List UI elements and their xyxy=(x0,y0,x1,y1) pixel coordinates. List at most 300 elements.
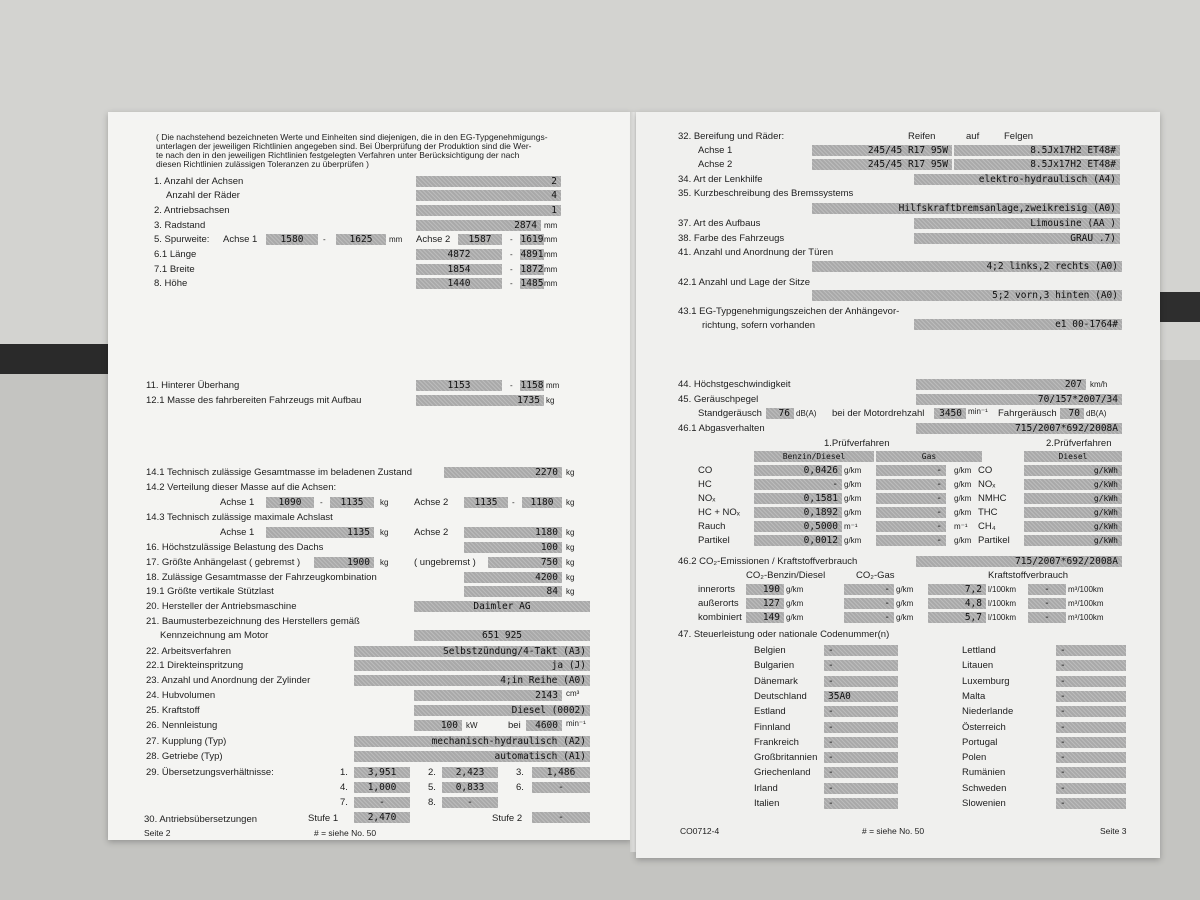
dash: - xyxy=(510,250,513,259)
m3-value: - xyxy=(1028,612,1066,623)
emission-unit: g/km xyxy=(844,494,862,503)
label-auf: auf xyxy=(966,131,980,142)
co2-benzin-diesel-value: 127 xyxy=(746,598,784,609)
label-getriebe: 28. Getriebe (Typ) xyxy=(146,751,223,762)
label-stuetzlast: 19.1 Größte vertikale Stützlast xyxy=(146,586,274,597)
country-name: Luxemburg xyxy=(962,675,1010,687)
field-anzahl-achsen: 2 xyxy=(416,176,561,187)
header-benzin-diesel: Benzin/Diesel xyxy=(754,451,874,462)
label-achslast-achse1: Achse 1 xyxy=(220,527,255,538)
label-anhaengevorrichtung-2: richtung, sofern vorhanden xyxy=(702,320,816,331)
gear-label: 2. xyxy=(428,767,436,778)
emission-unit: g/km xyxy=(844,508,862,517)
field-vert-a1-max: 1135 xyxy=(330,497,374,508)
country-code: - xyxy=(824,737,898,748)
header-co2-benzin-diesel: CO₂-Benzin/Diesel xyxy=(746,570,826,581)
label-verteilung-achse1: Achse 1 xyxy=(220,497,255,508)
label-steuerleistung: 47. Steuerleistung oder nationale Codenummer(n) xyxy=(678,629,890,640)
emission-value: 0,5000 xyxy=(754,521,842,532)
label-tueren: 41. Anzahl und Anordnung der Türen xyxy=(678,247,834,258)
unit-mm: mm xyxy=(546,381,560,390)
unit-mm: mm xyxy=(389,235,403,244)
field-achslast-a1: 1135 xyxy=(266,527,374,538)
field-anhaenge-zeichen: e1 00-1764# xyxy=(914,319,1122,330)
unit-mm: mm xyxy=(544,265,558,274)
country-code: - xyxy=(1056,660,1126,671)
label-achslast: 14.3 Technisch zulässige maximale Achslast xyxy=(146,512,333,523)
field-vert-a2-max: 1180 xyxy=(522,497,562,508)
label-spurweite: 5. Spurweite: xyxy=(154,234,210,245)
field-stufe1: 2,470 xyxy=(354,812,410,823)
emission-gas-unit: g/km xyxy=(954,466,972,475)
country-code: - xyxy=(1056,737,1126,748)
label-sitze: 42.1 Anzahl und Lage der Sitze xyxy=(678,277,811,288)
gear-label: 4. xyxy=(340,782,348,793)
country-code: - xyxy=(824,676,898,687)
label-anhaengevorrichtung: 43.1 EG-Typgenehmigungszeichen der Anhängevor- xyxy=(678,306,900,317)
field-reifen1: 245/45 R17 95W xyxy=(812,145,952,156)
field-felgen1: 8.5Jx17H2 ET48# xyxy=(954,145,1120,156)
field-hubvolumen: 2143 xyxy=(414,690,562,701)
emission-unit: m⁻¹ xyxy=(844,522,858,531)
dash: - xyxy=(510,381,513,390)
country-name: Polen xyxy=(962,752,987,764)
label-direkteinspritzung: 22.1 Direkteinspritzung xyxy=(146,660,244,671)
emission-unit-2: g/kWh xyxy=(1024,535,1122,546)
field-ueberhang-max: 1158 xyxy=(520,380,544,391)
emission-name-2: CH₄ xyxy=(978,521,996,532)
label-achse2: Achse 2 xyxy=(698,159,733,170)
country-code: - xyxy=(1056,767,1126,778)
emission-gas-value: - xyxy=(876,521,946,532)
label-spurweite-achse1: Achse 1 xyxy=(223,234,258,245)
country-code: - xyxy=(1056,722,1126,733)
gear-label: 6. xyxy=(516,782,524,793)
country-code: - xyxy=(1056,783,1126,794)
country-code: - xyxy=(824,798,898,809)
co2-gas-value: - xyxy=(844,612,894,623)
field-gesamtmasse: 2270 xyxy=(444,467,562,478)
emission-unit: g/km xyxy=(844,536,862,545)
unit-mm: mm xyxy=(544,235,558,244)
field-leistung-kw: 100 xyxy=(414,720,462,731)
label-achslast-achse2: Achse 2 xyxy=(414,527,449,538)
label-breite: 7.1 Breite xyxy=(154,264,195,275)
intro-line-1: ( Die nachstehend bezeichneten Werte und Einheiten sind diejenigen, die in den EG-Typgenehmigungs- xyxy=(156,132,548,142)
unit-mm: mm xyxy=(544,221,558,230)
emission-name: Partikel xyxy=(698,535,730,546)
footer-page-number: Seite 3 xyxy=(1100,826,1127,836)
emission-gas-value: - xyxy=(876,479,946,490)
unit-kg: kg xyxy=(566,468,575,477)
gear-label: 1. xyxy=(340,767,348,778)
label-nennleistung: 26. Nennleistung xyxy=(146,720,218,731)
label-standgeraeusch: Standgeräusch xyxy=(698,408,762,419)
unit-kg: kg xyxy=(566,498,575,507)
country-name: Niederlande xyxy=(962,706,1014,718)
field-co2-richtlinie: 715/2007*692/2008A xyxy=(916,556,1122,567)
country-name: Frankreich xyxy=(754,736,799,748)
footer-note: # = siehe No. 50 xyxy=(862,826,925,836)
gear-value: 1,486 xyxy=(532,767,590,778)
kraftstoff-value: 5,7 xyxy=(928,612,986,623)
co2-gas-unit: g/km xyxy=(896,613,914,622)
emission-unit-2: g/kWh xyxy=(1024,507,1122,518)
field-farbe: GRAU .7) xyxy=(914,233,1120,244)
label-hoehe: 8. Höhe xyxy=(154,278,188,289)
emission-name-2: NOₓ xyxy=(978,479,996,490)
label-aufbau: 37. Art des Aufbaus xyxy=(678,218,761,229)
emission-name: HC + NOₓ xyxy=(698,507,740,518)
emission-unit-2: g/kWh xyxy=(1024,465,1122,476)
co2-unit: g/km xyxy=(786,585,804,594)
kraftstoff-unit: l/100km xyxy=(988,599,1017,608)
label-co2-emissionen: 46.2 CO₂-Emissionen / Kraftstoffverbrauch xyxy=(678,556,858,567)
field-arbeitsverfahren: Selbstzündung/4-Takt (A3) xyxy=(354,646,590,657)
country-name: Schweden xyxy=(962,782,1007,794)
gear-value: 0,833 xyxy=(442,782,498,793)
emission-gas-value: - xyxy=(876,535,946,546)
co2-benzin-diesel-value: 149 xyxy=(746,612,784,623)
emission-unit-2: g/kWh xyxy=(1024,479,1122,490)
emission-value: 0,1892 xyxy=(754,507,842,518)
emission-unit: g/km xyxy=(844,466,862,475)
label-bereifung: 32. Bereifung und Räder: xyxy=(678,131,785,142)
field-vmax: 207 xyxy=(916,379,1086,390)
unit-kg: kg xyxy=(546,396,555,405)
unit-min1: min⁻¹ xyxy=(968,407,988,416)
field-vert-a2-min: 1135 xyxy=(464,497,508,508)
footer-note: # = siehe No. 50 xyxy=(314,828,377,838)
field-lenkhilfe: elektro-hydraulisch (A4) xyxy=(914,174,1120,185)
gear-value: 3,951 xyxy=(354,767,410,778)
emission-name-2: Partikel xyxy=(978,535,1010,546)
country-code: - xyxy=(1056,645,1126,656)
country-name: Finnland xyxy=(754,721,791,733)
dash: - xyxy=(510,279,513,288)
label-uebersetzung: 29. Übersetzungsverhältnisse: xyxy=(146,767,274,778)
co2-gas-value: - xyxy=(844,598,894,609)
label-gesamtmasse: 14.1 Technisch zulässige Gesamtmasse im beladenen Zustand xyxy=(146,467,412,478)
field-laenge-max: 4891 xyxy=(520,249,544,260)
emission-gas-value: - xyxy=(876,465,946,476)
country-name: Dänemark xyxy=(754,675,798,687)
label-felgen: Felgen xyxy=(1004,131,1034,142)
emission-gas-unit: g/km xyxy=(954,536,972,545)
label-laenge: 6.1 Länge xyxy=(154,249,197,260)
label-radstand: 3. Radstand xyxy=(154,220,206,231)
m3-unit: m³/100km xyxy=(1068,599,1104,608)
co2-row-name: innerorts xyxy=(698,584,735,595)
country-code: - xyxy=(824,645,898,656)
gear-value: - xyxy=(442,797,498,808)
dash: - xyxy=(510,235,513,244)
kraftstoff-value: 7,2 xyxy=(928,584,986,595)
unit-kw: kW xyxy=(466,721,478,730)
label-antriebsachsen: 2. Antriebsachsen xyxy=(154,205,230,216)
field-anhaenge-gebremst: 1900 xyxy=(314,557,374,568)
header-co2-gas: CO₂-Gas xyxy=(856,570,895,581)
label-anhaengelast: 17. Größte Anhängelast ( gebremst ) xyxy=(146,557,301,568)
emission-unit-2: g/kWh xyxy=(1024,521,1122,532)
label-motor-kennzeichnung: Kennzeichnung am Motor xyxy=(160,630,269,641)
label-pruefverfahren-2: 2.Prüfverfahren xyxy=(1046,438,1112,449)
field-abgas-richtlinie: 715/2007*692/2008A xyxy=(916,423,1122,434)
country-name: Slowenien xyxy=(962,798,1006,809)
gear-value: 1,000 xyxy=(354,782,410,793)
field-direkteinspritzung: ja (J) xyxy=(354,660,590,671)
field-kraftstoff: Diesel (0002) xyxy=(414,705,590,716)
field-breite-max: 1872 xyxy=(520,264,544,275)
unit-kmh: km/h xyxy=(1090,380,1108,389)
emission-name: CO xyxy=(698,465,713,476)
field-felgen2: 8.5Jx17H2 ET48# xyxy=(954,159,1120,170)
emission-unit: g/km xyxy=(844,480,862,489)
header-kraftstoffverbrauch: Kraftstoffverbrauch xyxy=(988,570,1069,581)
country-code: - xyxy=(824,767,898,778)
gear-label: 3. xyxy=(516,767,524,778)
label-abgasverhalten: 46.1 Abgasverhalten xyxy=(678,423,765,434)
country-code: - xyxy=(1056,676,1126,687)
co2-gas-unit: g/km xyxy=(896,599,914,608)
field-anhaenge-ungebremst: 750 xyxy=(488,557,562,568)
field-stand-db: 76 xyxy=(766,408,794,419)
field-stuetzlast: 84 xyxy=(464,586,562,597)
field-hersteller-motor: Daimler AG xyxy=(414,601,590,612)
emission-gas-value: - xyxy=(876,493,946,504)
table-rail-left xyxy=(0,344,120,374)
field-bremssystem: Hilfskraftbremsanlage,zweikreisig (A0) xyxy=(812,203,1120,214)
co2-gas-unit: g/km xyxy=(896,585,914,594)
country-code: - xyxy=(1056,798,1126,809)
label-zylinder: 23. Anzahl und Anordnung der Zylinder xyxy=(146,675,311,686)
field-geraeusch-richtlinie: 70/157*2007/34 xyxy=(916,394,1122,405)
label-masse-fahrbereit: 12.1 Masse des fahrbereiten Fahrzeugs mit Aufbau xyxy=(146,395,362,406)
unit-cm3: cm³ xyxy=(566,689,580,698)
dash: - xyxy=(320,498,323,507)
field-vert-a1-min: 1090 xyxy=(266,497,314,508)
emission-value: 0,0012 xyxy=(754,535,842,546)
emission-name: HC xyxy=(698,479,712,490)
field-hoehe-max: 1485 xyxy=(520,278,544,289)
field-motor-kennzeichnung: 651 925 xyxy=(414,630,590,641)
country-name: Irland xyxy=(754,782,778,794)
co2-unit: g/km xyxy=(786,599,804,608)
country-name: Griechenland xyxy=(754,767,811,779)
emission-name-2: THC xyxy=(978,507,998,518)
field-spur-a2-min: 1587 xyxy=(458,234,502,245)
country-code: - xyxy=(824,722,898,733)
field-masse-fahrbereit: 1735 xyxy=(416,395,544,406)
kraftstoff-unit: l/100km xyxy=(988,613,1017,622)
unit-dba: dB(A) xyxy=(1086,409,1107,418)
country-code: - xyxy=(1056,752,1126,763)
country-name: Belgien xyxy=(754,645,786,656)
label-antriebsuebersetzungen: 30. Antriebsübersetzungen xyxy=(144,814,258,825)
country-name: Italien xyxy=(754,798,780,809)
country-name: Lettland xyxy=(962,645,996,656)
footer-form-code: CO0712-4 xyxy=(680,826,720,836)
unit-kg: kg xyxy=(566,543,575,552)
table-rail-right xyxy=(1160,292,1200,322)
label-stufe1: Stufe 1 xyxy=(308,813,339,824)
field-getriebe: automatisch (A1) xyxy=(354,751,590,762)
label-bei: bei xyxy=(508,720,521,731)
header-diesel: Diesel xyxy=(1024,451,1122,462)
country-code: - xyxy=(824,706,898,717)
document-page-right xyxy=(636,112,1160,858)
emission-name: NOₓ xyxy=(698,493,716,504)
label-lenkhilfe: 34. Art der Lenkhilfe xyxy=(678,174,763,185)
emission-gas-unit: g/km xyxy=(954,508,972,517)
label-hubvolumen: 24. Hubvolumen xyxy=(146,690,216,701)
co2-benzin-diesel-value: 190 xyxy=(746,584,784,595)
field-aufbau: Limousine (AA ) xyxy=(914,218,1120,229)
country-name: Estland xyxy=(754,706,786,718)
emission-gas-unit: m⁻¹ xyxy=(954,522,968,531)
country-code: - xyxy=(1056,706,1126,717)
unit-kg: kg xyxy=(566,558,575,567)
country-name: Österreich xyxy=(962,721,1006,733)
label-verteilung: 14.2 Verteilung dieser Masse auf die Achsen: xyxy=(146,482,337,493)
emission-gas-value: - xyxy=(876,507,946,518)
m3-unit: m³/100km xyxy=(1068,613,1104,622)
footer-page-number: Seite 2 xyxy=(144,828,171,838)
field-stufe2: - xyxy=(532,812,590,823)
label-kupplung: 27. Kupplung (Typ) xyxy=(146,736,227,747)
unit-dba: dB(A) xyxy=(796,409,817,418)
emission-gas-unit: g/km xyxy=(954,480,972,489)
co2-row-name: kombiniert xyxy=(698,612,742,623)
emission-unit-2: g/kWh xyxy=(1024,493,1122,504)
unit-kg: kg xyxy=(566,528,575,537)
label-geraeuschpegel: 45. Geräuschpegel xyxy=(678,394,759,405)
country-code: 35A0 xyxy=(824,691,898,702)
label-anzahl-achsen: 1. Anzahl der Achsen xyxy=(154,176,244,187)
field-gesamtmasse-kombi: 4200 xyxy=(464,572,562,583)
unit-kg: kg xyxy=(380,558,389,567)
emission-name-2: NMHC xyxy=(978,493,1007,504)
m3-unit: m³/100km xyxy=(1068,585,1104,594)
emission-value: 0,1581 xyxy=(754,493,842,504)
field-laenge-min: 4872 xyxy=(416,249,502,260)
dash: - xyxy=(323,235,326,244)
field-spur-a1-max: 1625 xyxy=(336,234,386,245)
unit-kg: kg xyxy=(566,587,575,596)
country-name: Malta xyxy=(962,690,986,702)
country-name: Bulgarien xyxy=(754,660,795,672)
kraftstoff-value: 4,8 xyxy=(928,598,986,609)
label-farbe: 38. Farbe des Fahrzeugs xyxy=(678,233,785,244)
field-achslast-a2: 1180 xyxy=(464,527,562,538)
unit-min1: min⁻¹ xyxy=(566,719,586,728)
label-motordrehzahl: bei der Motordrehzahl xyxy=(832,408,925,419)
unit-kg: kg xyxy=(380,528,389,537)
intro-line-3: te nach den in den jeweiligen Richtlinien festgelegten Verfahren unter Berücksichtigung der nach xyxy=(156,150,520,160)
document-page-left xyxy=(108,112,632,840)
gear-label: 8. xyxy=(428,797,436,808)
emission-name: Rauch xyxy=(698,521,726,532)
emission-value: - xyxy=(754,479,842,490)
country-name: Großbritannien xyxy=(754,752,818,764)
header-gas: Gas xyxy=(876,451,982,462)
emission-name-2: CO xyxy=(978,465,993,476)
field-hoehe-min: 1440 xyxy=(416,278,502,289)
field-motordrehzahl: 3450 xyxy=(934,408,966,419)
gear-value: - xyxy=(532,782,590,793)
label-ungebremst: ( ungebremst ) xyxy=(414,557,476,568)
country-code: - xyxy=(824,783,898,794)
field-spur-a1-min: 1580 xyxy=(266,234,318,245)
country-name: Portugal xyxy=(962,736,998,748)
m3-value: - xyxy=(1028,584,1066,595)
country-name: Deutschland xyxy=(754,690,807,702)
country-code: - xyxy=(824,660,898,671)
label-vmax: 44. Höchstgeschwindigkeit xyxy=(678,379,791,390)
label-hersteller-motor: 20. Hersteller der Antriebsmaschine xyxy=(146,601,297,612)
unit-kg: kg xyxy=(566,573,575,582)
label-spurweite-achse2: Achse 2 xyxy=(416,234,451,245)
label-ueberhang: 11. Hinterer Überhang xyxy=(146,380,240,391)
kraftstoff-unit: l/100km xyxy=(988,585,1017,594)
label-baumuster: 21. Baumusterbezeichnung des Herstellers gemäß xyxy=(146,616,360,627)
co2-unit: g/km xyxy=(786,613,804,622)
dash: - xyxy=(510,265,513,274)
unit-mm: mm xyxy=(544,279,558,288)
field-anzahl-raeder: 4 xyxy=(416,190,561,201)
country-name: Litauen xyxy=(962,660,994,672)
field-spur-a2-max: 1619 xyxy=(520,234,544,245)
label-kraftstoff: 25. Kraftstoff xyxy=(146,705,200,716)
unit-mm: mm xyxy=(544,250,558,259)
gear-value: - xyxy=(354,797,410,808)
gear-label: 7. xyxy=(340,797,348,808)
label-verteilung-achse2: Achse 2 xyxy=(414,497,449,508)
field-leistung-rpm: 4600 xyxy=(526,720,562,731)
label-bremssystem: 35. Kurzbeschreibung des Bremssystems xyxy=(678,188,854,199)
m3-value: - xyxy=(1028,598,1066,609)
country-code: - xyxy=(1056,691,1126,702)
intro-line-2: unterlagen der jeweiligen Richtlinien angegeben sind. Bei Überprüfung der Produktion sind die Wer- xyxy=(156,141,532,151)
unit-kg: kg xyxy=(380,498,389,507)
field-reifen2: 245/45 R17 95W xyxy=(812,159,952,170)
label-dachlast: 16. Höchstzulässige Belastung des Dachs xyxy=(146,542,324,553)
field-sitze: 5;2 vorn,3 hinten (A0) xyxy=(812,290,1122,301)
field-tueren: 4;2 links,2 rechts (A0) xyxy=(812,261,1122,272)
emission-gas-unit: g/km xyxy=(954,494,972,503)
intro-line-4: diesen Richtlinien zulässigen Toleranzen zu überprüfen ) xyxy=(156,159,369,169)
label-stufe2: Stufe 2 xyxy=(492,813,523,824)
label-achse1: Achse 1 xyxy=(698,145,733,156)
dash: - xyxy=(512,498,515,507)
field-dachlast: 100 xyxy=(464,542,562,553)
emission-value: 0,0426 xyxy=(754,465,842,476)
field-ueberhang-min: 1153 xyxy=(416,380,502,391)
field-breite-min: 1854 xyxy=(416,264,502,275)
field-antriebsachsen: 1 xyxy=(416,205,561,216)
label-arbeitsverfahren: 22. Arbeitsverfahren xyxy=(146,646,232,657)
field-fahr-db: 70 xyxy=(1060,408,1084,419)
label-reifen: Reifen xyxy=(908,131,936,142)
label-fahrgeraeusch: Fahrgeräusch xyxy=(998,408,1057,419)
field-zylinder: 4;in Reihe (A0) xyxy=(354,675,590,686)
country-code: - xyxy=(824,752,898,763)
label-pruefverfahren-1: 1.Prüfverfahren xyxy=(824,438,890,449)
co2-row-name: außerorts xyxy=(698,598,739,609)
gear-label: 5. xyxy=(428,782,436,793)
co2-gas-value: - xyxy=(844,584,894,595)
gear-value: 2,423 xyxy=(442,767,498,778)
